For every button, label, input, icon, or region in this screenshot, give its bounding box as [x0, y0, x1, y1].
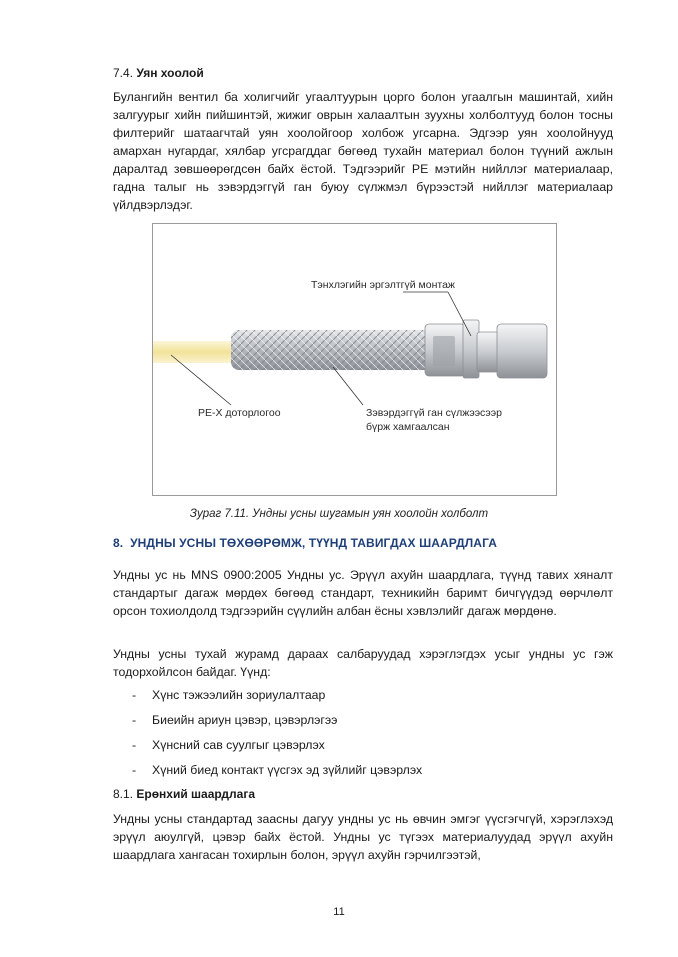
list-item: - Хүнсний сав суулгыг цэвэрлэх: [132, 738, 325, 752]
label-braid-line1: Зэвэрдэггүй ган сүлжээсээр: [366, 407, 502, 419]
bullet-marker: -: [132, 738, 137, 752]
page-number: 11: [333, 906, 345, 918]
label-braid-line2: бүрж хамгаалсан: [366, 421, 450, 433]
section-number: 8.: [113, 536, 124, 550]
label-fitting: Тэнхлэгийн эргэлтгүй монтаж: [311, 279, 455, 291]
subsection-title: Ерөнхий шаардлага: [136, 787, 255, 801]
list-item: - Биеийн ариун цэвэр, цэвэрлэгээ: [132, 713, 338, 727]
paragraph-standard: Ундны ус нь MNS 0900:2005 Ундны ус. Эрүүл ахуйн шаардлага, түүнд тавих хяналт стандартыг дагаж мөрдөх бөгөөд стандарт, техникийн баримт бичгүүдэд өөрчлөлт орсон тохиолдолд тэдгээрийн сүүлийн албан ёсны хэвлэлийг дагаж мөрдөнө.: [113, 568, 613, 618]
bullet-list: [132, 686, 422, 786]
pex-liner: [153, 341, 233, 363]
section-title: УНДНЫ УСНЫ ТӨХӨӨРӨМЖ, ТҮҮНД ТАВИГДАХ ШААРДЛАГА: [130, 536, 497, 550]
paragraph-general-requirements: Ундны усны стандартад заасны дагуу ундны ус нь өвчин эмгэг үүсгэгчгүй, хэрэглэхэд эрүүл аюулгүй, цэвэр байх ёстой. Ундны ус түгээх материалуудад эрүүл ахуйн шаардлага хангасан тохирлын болон, эрүүл ахуйн гэрчилгээтэй,: [113, 812, 613, 862]
figure-caption: Зураг 7.11. Ундны усны шугамын уян хоолойн холболт: [189, 508, 489, 520]
bullet-marker: -: [132, 763, 137, 777]
paragraph-flexible-hose: Булангийн вентил ба холигчийг угаалтуурын цорго болон угаалгын машинтай, хийн залгуурыг хийн пийшинтэй, жижиг оврын халаалтын зуухны холболтууд болон тосны филтерийг шатаагчтай уян хоолойгоор холбож угсарна. Эдгээр уян хоолойнууд амархан нугардаг, хялбар угсрагддаг бөгөөд тухайн материал болон түүний ажлын даралтад зөвшөөрөгдсөн байх ёстой. Тэдгээрийг PE мэтийн нийллэг материалаар, гадна талыг нь зэвэрдэггүй ган буюу сүлжмэл бүрээстэй нийллэг материалаар үйлдвэрлэдэг.: [113, 90, 613, 212]
subsection-heading-8-1: [113, 787, 255, 801]
paragraph-definition: Ундны усны тухай журамд дараах салбаруудад хэрэглэгдэх усыг ундны ус гэж тодорхойлсон байдаг. Үүнд:: [113, 647, 613, 679]
list-item: - Хүнс тэжээлийн зориулалтаар: [132, 688, 326, 702]
subsection-number: 8.1.: [113, 787, 134, 801]
subsection-title: Уян хоолой: [136, 66, 204, 80]
bullet-marker: -: [132, 688, 137, 702]
figure-flexible-hose: [152, 223, 557, 496]
bullet-marker: -: [132, 713, 137, 727]
subsection-heading-7-4: [113, 66, 204, 80]
list-item: - Хүний биед контакт үүсгэх эд зүйлийг цэвэрлэх: [132, 763, 423, 777]
label-pex-liner: PE-X доторлогоо: [198, 407, 281, 419]
section-heading-8: [113, 536, 497, 550]
hose-illustration: [153, 224, 558, 497]
subsection-number: 7.4.: [113, 66, 134, 80]
fitting-body: [497, 324, 547, 378]
